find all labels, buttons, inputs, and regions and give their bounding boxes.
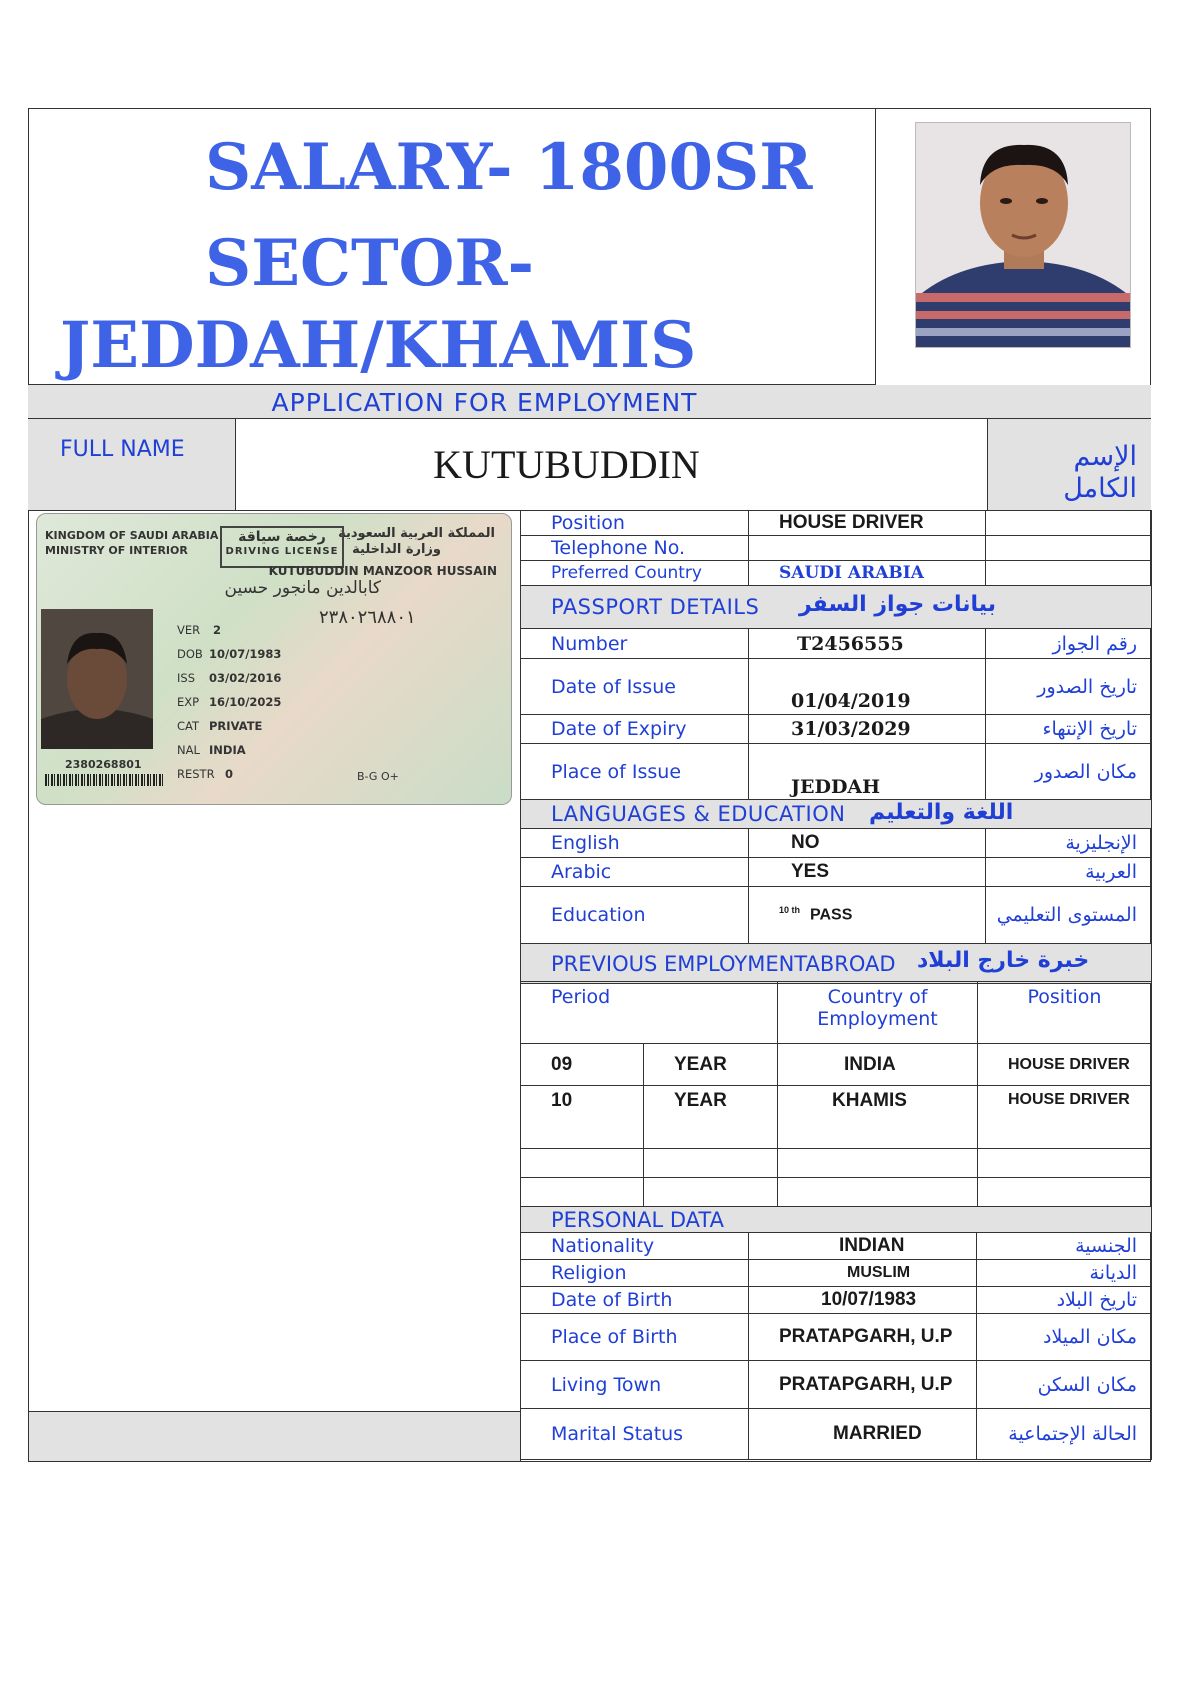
personal-table <box>520 1206 1152 1460</box>
empty-row <box>521 1178 1152 1207</box>
country-header: Country of Employment <box>778 982 978 1044</box>
religion-value: MUSLIM <box>749 1260 977 1287</box>
full-name-value: KUTUBUDDIN <box>433 442 700 487</box>
dob-label: Date of Birth <box>521 1287 749 1314</box>
license-field: NAL INDIA <box>177 743 246 757</box>
table-row <box>521 536 1152 561</box>
employment-country: INDIA <box>778 1044 978 1086</box>
telephone-label: Telephone No. <box>521 536 749 561</box>
full-name-ar-cell <box>988 419 1151 511</box>
arabic-label-ar: العربية <box>986 858 1152 887</box>
english-label-ar: الإنجليزية <box>986 829 1152 858</box>
arabic-value: YES <box>749 858 986 887</box>
dob-label-ar: تاريخ البلاد <box>977 1287 1152 1314</box>
employment-section-title: PREVIOUS EMPLOYMENTABROAD <box>551 951 896 976</box>
license-ministry: MINISTRY OF INTERIOR <box>45 544 188 557</box>
table-row <box>521 1287 1152 1314</box>
license-blood-group: B-G O+ <box>357 770 399 783</box>
full-name-label: FULL NAME <box>60 437 185 462</box>
license-field: CAT PRIVATE <box>177 719 263 733</box>
place-of-issue-label: Place of Issue <box>521 744 749 800</box>
empty-cell <box>986 536 1152 561</box>
form-title: APPLICATION FOR EMPLOYMENT <box>271 388 698 417</box>
religion-label: Religion <box>521 1260 749 1287</box>
education-label-ar: المستوى التعليمي <box>986 887 1152 944</box>
full-name-value-cell <box>236 419 988 511</box>
table-row <box>521 715 1152 744</box>
period-number: 09 <box>521 1044 644 1086</box>
dob-value: 10/07/1983 <box>749 1287 977 1314</box>
passport-section-title-ar: بيانات جواز السفر <box>799 592 997 617</box>
empty-cell <box>986 561 1152 586</box>
nationality-label: Nationality <box>521 1233 749 1260</box>
passport-section-header <box>521 586 1152 629</box>
employment-section-header <box>521 944 1152 984</box>
preferred-country-value: SAUDI ARABIA <box>749 561 986 586</box>
empty-cell <box>986 511 1152 536</box>
empty-row <box>521 1149 1152 1178</box>
employment-header-row <box>521 982 1152 1044</box>
nationality-value: INDIAN <box>749 1233 977 1260</box>
applicant-photo <box>915 122 1131 348</box>
passport-number-label-ar: رقم الجواز <box>986 629 1152 659</box>
license-id-number: 2380268801 <box>65 758 142 771</box>
passport-section-title: PASSPORT DETAILS <box>551 595 760 619</box>
education-value-cell <box>749 887 986 944</box>
license-doc-type: DRIVING LICENSE <box>225 546 339 557</box>
expiry-date-label-ar: تاريخ الإنتهاء <box>986 715 1152 744</box>
driving-license-card <box>36 513 512 805</box>
form-title-bar <box>28 385 1151 419</box>
education-grade: 10 th <box>779 905 801 916</box>
living-town-label: Living Town <box>521 1361 749 1409</box>
pob-value: PRATAPGARH, U.P <box>749 1314 977 1361</box>
position-header: Position <box>978 982 1152 1044</box>
education-value: PASS <box>810 906 853 924</box>
license-fields <box>177 618 281 786</box>
place-of-issue-label-ar: مكان الصدور <box>986 744 1152 800</box>
passport-number-value: T2456555 <box>749 629 986 659</box>
position-label: Position <box>521 511 749 536</box>
pob-label: Place of Birth <box>521 1314 749 1361</box>
religion-label-ar: الديانة <box>977 1260 1152 1287</box>
pob-label-ar: مكان الميلاد <box>977 1314 1152 1361</box>
issue-date-label: Date of Issue <box>521 659 749 715</box>
english-value: NO <box>749 829 986 858</box>
license-doc-type-ar: رخصة سياقة <box>238 529 326 545</box>
arabic-label: Arabic <box>521 858 749 887</box>
license-number-ar: ٢٣٨٠٢٦٨٨٠١ <box>319 607 416 628</box>
telephone-value <box>749 536 986 561</box>
license-field: VER 2 <box>177 623 222 637</box>
nationality-label-ar: الجنسية <box>977 1233 1152 1260</box>
license-holder-name-ar: كابالدين مانجور حسين <box>224 578 381 598</box>
employment-position: HOUSE DRIVER <box>978 1086 1152 1149</box>
living-town-label-ar: مكان السكن <box>977 1361 1152 1409</box>
license-photo <box>41 609 153 749</box>
education-label: Education <box>521 887 749 944</box>
personal-section-title: PERSONAL DATA <box>551 1207 724 1232</box>
table-row <box>521 744 1152 800</box>
employment-section-title-ar: خبرة خارج البلاد <box>917 948 1090 973</box>
left-bottom-block <box>29 1411 520 1461</box>
languages-section-header <box>521 800 1152 829</box>
expiry-date-label: Date of Expiry <box>521 715 749 744</box>
sector-heading: SECTOR- <box>205 226 535 301</box>
table-row <box>521 561 1152 586</box>
table-row <box>521 1361 1152 1409</box>
license-country-ar: المملكة العربية السعودية <box>338 526 495 541</box>
preferred-country-label: Preferred Country <box>521 561 749 586</box>
issue-date-label-ar: تاريخ الصدور <box>986 659 1152 715</box>
table-row <box>521 629 1152 659</box>
table-row <box>521 1086 1152 1149</box>
table-row <box>521 1233 1152 1260</box>
period-number: 10 <box>521 1086 644 1149</box>
english-label: English <box>521 829 749 858</box>
living-town-value: PRATAPGARH, U.P <box>749 1361 977 1409</box>
license-field: DOB 10/07/1983 <box>177 647 282 661</box>
languages-section-title-ar: اللغة والتعليم <box>869 800 1014 825</box>
expiry-date-value: 31/03/2029 <box>749 715 986 744</box>
marital-status-value: MARRIED <box>749 1409 977 1460</box>
table-row <box>521 659 1152 715</box>
license-holder-name: KUTUBUDDIN MANZOOR HUSSAIN <box>268 564 497 578</box>
salary-heading: SALARY- 1800SR <box>205 130 813 205</box>
full-name-label-ar: الإسم الكامل <box>1063 441 1137 504</box>
license-field: ISS 03/02/2016 <box>177 671 282 685</box>
full-name-row <box>28 419 1151 511</box>
table-row <box>521 887 1152 944</box>
personal-section-header <box>521 1207 1152 1233</box>
period-unit: YEAR <box>644 1044 778 1086</box>
license-doc-type-box <box>220 526 344 568</box>
table-row <box>521 829 1152 858</box>
marital-status-label: Marital Status <box>521 1409 749 1460</box>
employment-country: KHAMIS <box>778 1086 978 1149</box>
table-row <box>521 1409 1152 1460</box>
languages-section-title: LANGUAGES & EDUCATION <box>551 802 846 826</box>
passport-number-label: Number <box>521 629 749 659</box>
sector-location: JEDDAH/KHAMIS <box>60 308 697 383</box>
table-row <box>521 858 1152 887</box>
place-of-issue-value: JEDDAH <box>749 744 986 800</box>
marital-status-label-ar: الحالة الإجتماعية <box>977 1409 1152 1460</box>
license-barcode <box>45 774 163 786</box>
license-country: KINGDOM OF SAUDI ARABIA <box>45 529 219 542</box>
table-row <box>521 1260 1152 1287</box>
license-ministry-ar: وزارة الداخلية <box>352 542 441 557</box>
period-unit: YEAR <box>644 1086 778 1149</box>
details-table <box>520 510 1152 984</box>
period-header: Period <box>521 982 778 1044</box>
license-field: RESTR 0 <box>177 767 234 781</box>
employment-position: HOUSE DRIVER <box>978 1044 1152 1086</box>
issue-date-value: 01/04/2019 <box>749 659 986 715</box>
position-value: HOUSE DRIVER <box>749 511 986 536</box>
table-row <box>521 511 1152 536</box>
table-row <box>521 1314 1152 1361</box>
license-field: EXP 16/10/2025 <box>177 695 282 709</box>
full-name-label-cell <box>28 419 236 511</box>
table-row <box>521 1044 1152 1086</box>
employment-table <box>520 981 1152 1207</box>
